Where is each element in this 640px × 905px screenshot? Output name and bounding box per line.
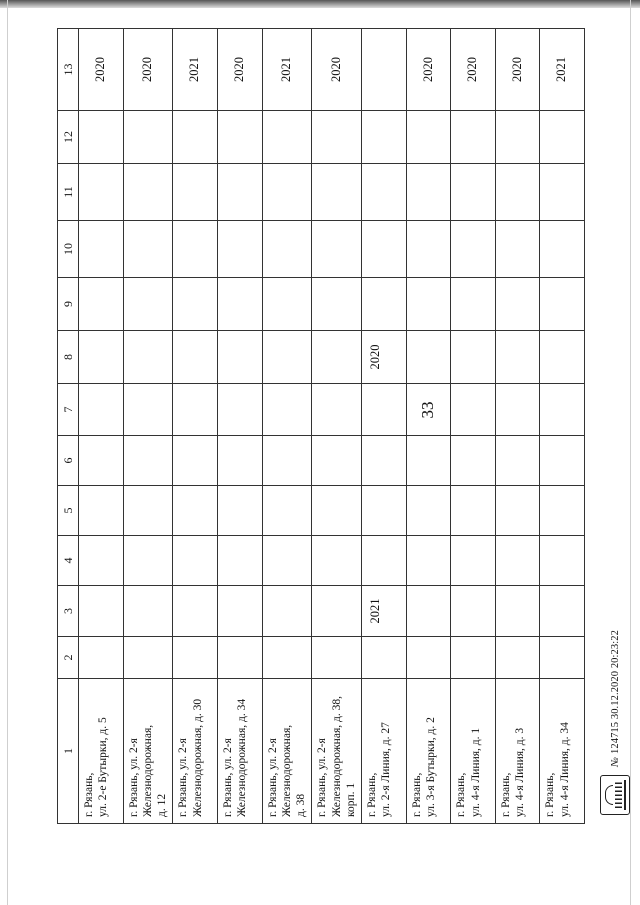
column-header-11: 11 [58,164,79,221]
table-row [495,29,540,824]
year-cell-col-3 [217,586,262,637]
year-cell-col-6 [79,436,124,486]
table-row [540,29,585,824]
table-row [451,29,496,824]
year-cell-col-5 [451,486,496,536]
year-cell-col-7 [123,384,173,436]
table-row [173,29,218,824]
address-cell: г. Рязань, ул. 2-я Линия, д. 27 [362,679,407,824]
year-cell-col-4 [540,536,585,586]
year-cell-col-8 [123,331,173,384]
table-row [362,29,407,824]
year-cell-col-6 [262,436,312,486]
table-body [79,29,585,824]
table-row [123,29,173,824]
year-cell-col-13: 2020 [217,29,262,111]
year-cell-col-3 [123,586,173,637]
column-header-8: 8 [58,331,79,384]
year-cell-col-11 [262,164,312,221]
year-cell-col-12 [451,111,496,164]
year-cell-col-3 [540,586,585,637]
year-cell-col-11 [540,164,585,221]
column-header-7: 7 [58,384,79,436]
year-cell-col-9 [451,278,496,331]
registration-number-text: 124715 30.12.2020 20:23:22 [609,630,621,754]
year-cell-col-5 [173,486,218,536]
year-cell-col-8 [217,331,262,384]
year-cell-col-7 [262,384,312,436]
year-cell-col-2 [362,637,407,679]
column-header-6: 6 [58,436,79,486]
year-cell-col-7 [362,384,407,436]
year-cell-col-8 [540,331,585,384]
year-cell-col-10 [79,221,124,278]
address-cell: г. Рязань, ул. 4-я Линия, д. 34 [540,679,585,824]
year-cell-col-10 [451,221,496,278]
year-cell-col-6 [312,436,362,486]
year-cell-col-10 [312,221,362,278]
year-cell-col-8 [451,331,496,384]
year-cell-col-2 [217,637,262,679]
registration-number [610,630,621,767]
year-cell-col-11 [312,164,362,221]
year-cell-col-12 [406,111,451,164]
address-cell: г. Рязань, ул. 2-я Железнодорожная, д. 34 [217,679,262,824]
year-cell-col-10 [540,221,585,278]
year-cell-col-3 [312,586,362,637]
table-header-row [58,29,79,824]
year-cell-col-13: 2020 [79,29,124,111]
year-cell-col-13: 2021 [173,29,218,111]
year-cell-col-13: 2020 [123,29,173,111]
column-header-3: 3 [58,586,79,637]
address-cell: г. Рязань, ул. 4-я Линия, д. 1 [451,679,496,824]
year-cell-col-2 [262,637,312,679]
year-cell-col-6 [217,436,262,486]
year-cell-col-2 [173,637,218,679]
year-cell-col-9 [217,278,262,331]
year-cell-col-5 [123,486,173,536]
year-cell-col-7 [495,384,540,436]
year-cell-col-10 [362,221,407,278]
year-cell-col-7 [217,384,262,436]
year-cell-col-3 [495,586,540,637]
address-cell: г. Рязань, ул. 2-я Железнодорожная, д. 12 [123,679,173,824]
address-cell: г. Рязань, ул. 2-я Железнодорожная, д. 38 [262,679,312,824]
number-sign: № [609,756,621,767]
year-cell-col-5 [406,486,451,536]
year-cell-col-3 [406,586,451,637]
year-cell-col-4 [312,536,362,586]
year-cell-col-5 [312,486,362,536]
year-cell-col-3 [79,586,124,637]
year-cell-col-13: 2020 [451,29,496,111]
year-cell-col-4 [406,536,451,586]
year-cell-col-4 [495,536,540,586]
year-cell-col-13: 2021 [540,29,585,111]
year-cell-col-13: 2020 [406,29,451,111]
year-cell-col-12 [540,111,585,164]
year-cell-col-3: 2021 [362,586,407,637]
year-cell-col-9 [79,278,124,331]
year-cell-col-10 [406,221,451,278]
year-cell-col-10 [262,221,312,278]
year-cell-col-7 [406,384,451,436]
year-cell-col-2 [123,637,173,679]
year-cell-col-7 [173,384,218,436]
year-cell-col-4 [123,536,173,586]
table-row [79,29,124,824]
year-cell-col-4 [173,536,218,586]
year-cell-col-11 [217,164,262,221]
year-cell-col-8: 2020 [362,331,407,384]
year-cell-col-2 [540,637,585,679]
year-cell-col-8 [495,331,540,384]
column-header-2: 2 [58,637,79,679]
year-cell-col-9 [312,278,362,331]
column-header-1: 1 [58,679,79,824]
year-cell-col-5 [540,486,585,536]
year-cell-col-11 [362,164,407,221]
column-header-9: 9 [58,278,79,331]
year-cell-col-8 [173,331,218,384]
year-cell-col-11 [406,164,451,221]
schedule-table [57,28,585,824]
year-cell-col-6 [123,436,173,486]
year-cell-col-5 [217,486,262,536]
year-cell-col-12 [362,111,407,164]
table-row [217,29,262,824]
year-cell-col-6 [495,436,540,486]
year-cell-col-8 [406,331,451,384]
year-cell-col-12 [495,111,540,164]
year-cell-col-6 [173,436,218,486]
year-cell-col-6 [451,436,496,486]
table-row [406,29,451,824]
year-cell-col-11 [123,164,173,221]
year-cell-col-9 [362,278,407,331]
address-cell: г. Рязань, ул. 2-я Железнодорожная, д. 30 [173,679,218,824]
column-header-13: 13 [58,29,79,111]
year-cell-col-7 [79,384,124,436]
year-cell-col-11 [451,164,496,221]
year-cell-col-9 [540,278,585,331]
year-cell-col-2 [451,637,496,679]
table-row [262,29,312,824]
year-cell-col-3 [173,586,218,637]
year-cell-col-10 [123,221,173,278]
address-cell: г. Рязань, ул. 4-я Линия, д. 3 [495,679,540,824]
year-cell-col-9 [173,278,218,331]
year-cell-col-13: 2020 [495,29,540,111]
year-cell-col-4 [451,536,496,586]
year-cell-col-2 [79,637,124,679]
year-cell-col-2 [406,637,451,679]
year-cell-col-7 [451,384,496,436]
address-cell: г. Рязань, ул. 3-я Бутырки, д. 2 [406,679,451,824]
year-cell-col-6 [406,436,451,486]
registration-stamp [600,630,630,815]
year-cell-col-11 [79,164,124,221]
year-cell-col-4 [362,536,407,586]
year-cell-col-6 [540,436,585,486]
year-cell-col-13: 2020 [312,29,362,111]
year-cell-col-13: 2021 [262,29,312,111]
year-cell-col-8 [312,331,362,384]
year-cell-col-13 [362,29,407,111]
year-cell-col-8 [262,331,312,384]
year-cell-col-12 [123,111,173,164]
year-cell-col-9 [406,278,451,331]
year-cell-col-8 [79,331,124,384]
year-cell-col-9 [262,278,312,331]
column-header-5: 5 [58,486,79,536]
year-cell-col-7 [312,384,362,436]
year-cell-col-4 [262,536,312,586]
year-cell-col-2 [312,637,362,679]
page-number: 33 [418,401,437,419]
year-cell-col-5 [362,486,407,536]
year-cell-col-3 [262,586,312,637]
year-cell-col-5 [79,486,124,536]
year-cell-col-4 [79,536,124,586]
year-cell-col-10 [495,221,540,278]
year-cell-col-7 [540,384,585,436]
year-cell-col-9 [123,278,173,331]
year-cell-col-12 [217,111,262,164]
column-header-4: 4 [58,536,79,586]
address-cell: г. Рязань, ул. 2-е Бутырки, д. 5 [79,679,124,824]
year-cell-col-9 [495,278,540,331]
year-cell-col-12 [262,111,312,164]
year-cell-col-12 [312,111,362,164]
year-cell-col-5 [495,486,540,536]
year-cell-col-6 [362,436,407,486]
year-cell-col-11 [173,164,218,221]
year-cell-col-10 [217,221,262,278]
year-cell-col-5 [262,486,312,536]
column-header-10: 10 [58,221,79,278]
year-cell-col-2 [495,637,540,679]
column-header-12: 12 [58,111,79,164]
ryazan-city-hall-seal-icon [600,775,630,815]
year-cell-col-4 [217,536,262,586]
table-row [312,29,362,824]
year-cell-col-3 [451,586,496,637]
year-cell-col-12 [79,111,124,164]
year-cell-col-12 [173,111,218,164]
address-cell: г. Рязань, ул. 2-я Железнодорожная, д. 38, корп. 1 [312,679,362,824]
year-cell-col-11 [495,164,540,221]
year-cell-col-10 [173,221,218,278]
